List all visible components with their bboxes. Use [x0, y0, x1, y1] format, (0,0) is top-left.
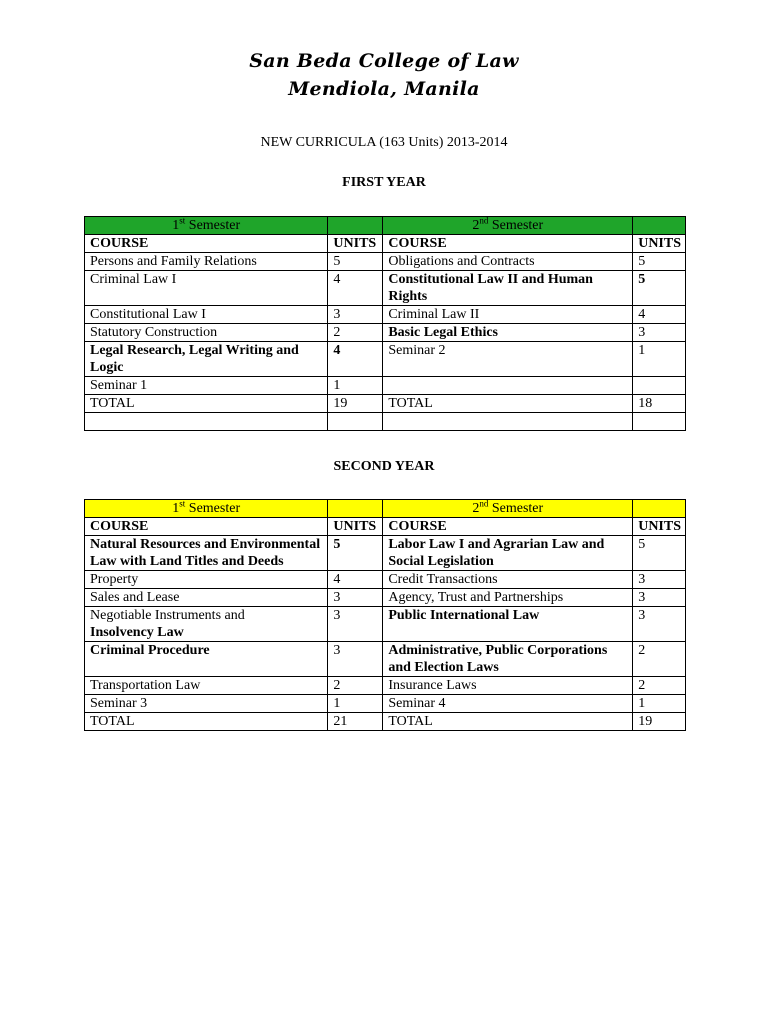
second-year-heading: SECOND YEAR: [333, 459, 435, 474]
first-year-table: [84, 216, 686, 431]
units-cell: 3: [328, 306, 383, 324]
course-header: COURSE: [85, 235, 328, 253]
table-row: [85, 271, 686, 306]
units-cell: 3: [328, 642, 383, 677]
course-cell: Insurance Laws: [383, 677, 633, 695]
units-cell: 1: [328, 377, 383, 395]
total-label: TOTAL: [85, 395, 328, 413]
course-cell: Criminal Law II: [383, 306, 633, 324]
units-cell: 1: [633, 342, 686, 377]
course-cell: Obligations and Contracts: [383, 253, 633, 271]
total-units: 18: [633, 395, 686, 413]
course-cell: Agency, Trust and Partnerships: [383, 589, 633, 607]
total-units: 19: [633, 713, 686, 731]
total-label: TOTAL: [383, 713, 633, 731]
course-cell: Natural Resources and Environmental Law with Land Titles and Deeds: [85, 536, 328, 571]
course-cell: Seminar 3: [85, 695, 328, 713]
curricula-title: NEW CURRICULA (163 Units) 2013-2014: [260, 135, 508, 150]
units-cell: 4: [633, 306, 686, 324]
table-row: [85, 377, 686, 395]
course-cell: Seminar 1: [85, 377, 328, 395]
units-cell: 5: [633, 536, 686, 571]
first-semester-label: 1st Semester: [85, 500, 328, 518]
units-cell: 1: [633, 695, 686, 713]
total-units: 21: [328, 713, 383, 731]
course-cell: Basic Legal Ethics: [383, 324, 633, 342]
units-header: UNITS: [328, 518, 383, 536]
units-cell: 3: [633, 324, 686, 342]
course-cell: Credit Transactions: [383, 571, 633, 589]
units-cell: 3: [633, 571, 686, 589]
course-cell: Sales and Lease: [85, 589, 328, 607]
second-semester-label: 2nd Semester: [383, 500, 633, 518]
course-cell: Transportation Law: [85, 677, 328, 695]
course-header: COURSE: [383, 518, 633, 536]
units-cell: 5: [328, 253, 383, 271]
first-year-heading: FIRST YEAR: [342, 175, 426, 190]
empty-row: [85, 413, 686, 431]
semester-header-row: [85, 217, 686, 235]
units-cell: 4: [328, 571, 383, 589]
units-cell: 5: [633, 271, 686, 306]
table-row: [85, 677, 686, 695]
units-cell: 3: [633, 607, 686, 642]
course-cell: Constitutional Law I: [85, 306, 328, 324]
course-cell: Labor Law I and Agrarian Law and Social Legislation: [383, 536, 633, 571]
course-cell: Property: [85, 571, 328, 589]
units-cell: [633, 377, 686, 395]
course-cell: Criminal Procedure: [85, 642, 328, 677]
course-cell: Statutory Construction: [85, 324, 328, 342]
units-cell: 2: [328, 324, 383, 342]
units-cell: 1: [328, 695, 383, 713]
first-semester-label: 1st Semester: [85, 217, 328, 235]
table-row: [85, 324, 686, 342]
units-header: UNITS: [633, 235, 686, 253]
school-name: San Beda College of Law: [249, 50, 519, 72]
course-cell: Seminar 2: [383, 342, 633, 377]
column-header-row: [85, 235, 686, 253]
table-row: [85, 607, 686, 642]
second-semester-label: 2nd Semester: [383, 217, 633, 235]
course-cell: Public International Law: [383, 607, 633, 642]
table-row: [85, 642, 686, 677]
school-location: Mendiola, Manila: [288, 78, 480, 100]
column-header-row: [85, 518, 686, 536]
course-cell: Legal Research, Legal Writing and Logic: [85, 342, 328, 377]
course-cell: Criminal Law I: [85, 271, 328, 306]
second-year-table: [84, 499, 686, 731]
course-header: COURSE: [383, 235, 633, 253]
units-cell: 2: [328, 677, 383, 695]
table-row: [85, 536, 686, 571]
semester-header-row: [85, 500, 686, 518]
units-header: UNITS: [328, 235, 383, 253]
course-header: COURSE: [85, 518, 328, 536]
total-row: [85, 713, 686, 731]
total-units: 19: [328, 395, 383, 413]
units-cell: 4: [328, 271, 383, 306]
table-row: [85, 589, 686, 607]
total-label: TOTAL: [85, 713, 328, 731]
course-cell: Administrative, Public Corporations and Election Laws: [383, 642, 633, 677]
units-cell: 3: [328, 589, 383, 607]
total-row: [85, 395, 686, 413]
units-cell: 5: [328, 536, 383, 571]
units-cell: 4: [328, 342, 383, 377]
units-cell: 2: [633, 642, 686, 677]
units-cell: 3: [328, 607, 383, 642]
table-row: [85, 695, 686, 713]
table-row: [85, 253, 686, 271]
units-cell: 5: [633, 253, 686, 271]
table-row: [85, 571, 686, 589]
total-label: TOTAL: [383, 395, 633, 413]
units-cell: 2: [633, 677, 686, 695]
course-cell: Negotiable Instruments and Insolvency Law: [85, 607, 328, 642]
course-cell: Persons and Family Relations: [85, 253, 328, 271]
units-header: UNITS: [633, 518, 686, 536]
course-cell: [383, 377, 633, 395]
course-cell: Constitutional Law II and Human Rights: [383, 271, 633, 306]
table-row: [85, 342, 686, 377]
units-cell: 3: [633, 589, 686, 607]
table-row: [85, 306, 686, 324]
course-cell: Seminar 4: [383, 695, 633, 713]
